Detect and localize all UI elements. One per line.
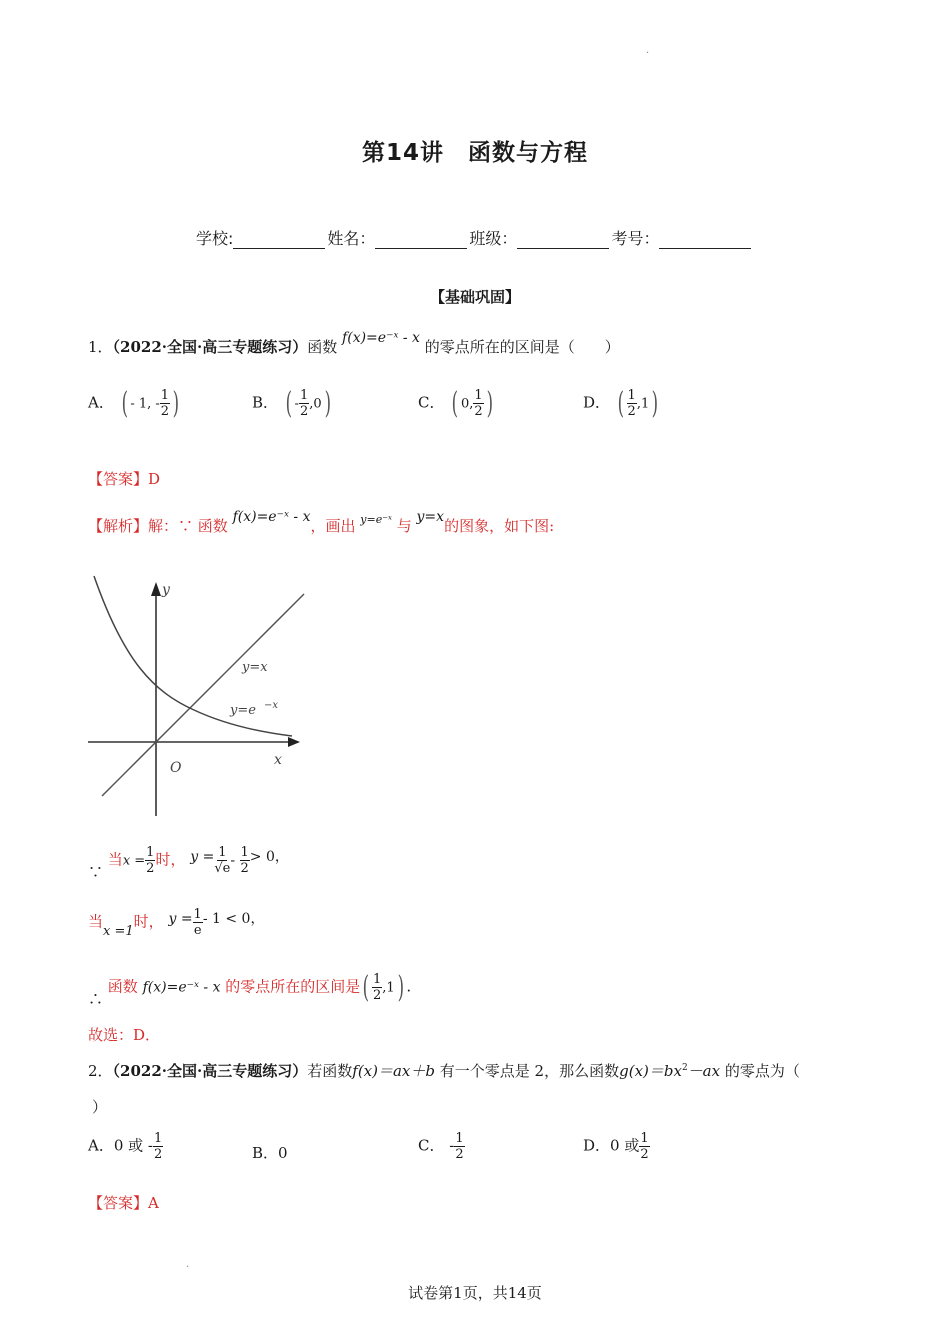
q1-choose: 故选：D． bbox=[88, 1026, 161, 1044]
q1-option-b-num: 1 bbox=[299, 388, 309, 403]
page-footer: 试卷第1页，共14页 bbox=[408, 1284, 542, 1302]
q1-option-d-num: 1 bbox=[627, 388, 636, 403]
q2-option-a-label: A． bbox=[88, 1136, 114, 1155]
q1-option-d-right: ,1 bbox=[636, 396, 650, 412]
y-axis-label: y bbox=[162, 582, 170, 598]
q2-option-d-label: D． bbox=[583, 1136, 611, 1155]
q1-step-2: 当x =1时， y = $\frac{1}{e}$ - 1 < 0， bbox=[88, 907, 265, 939]
right-paren-icon: ) bbox=[172, 386, 180, 421]
q2-text-a: 若函数 bbox=[307, 1062, 353, 1080]
q2-answer-tag: 【答案】 bbox=[88, 1194, 149, 1212]
footer-mark: · bbox=[186, 1262, 190, 1273]
curve-y-equals-e-minus-x bbox=[94, 576, 292, 736]
q1-step1-y: y = bbox=[190, 848, 215, 865]
q1-step1-when: 时， bbox=[155, 850, 186, 869]
q1-step1-minus: - bbox=[230, 852, 240, 869]
because-symbol: ∵ bbox=[88, 862, 104, 881]
q1-step3-interval-tail: ,1 bbox=[382, 980, 395, 996]
y-axis-arrow-icon bbox=[151, 582, 161, 596]
q1-function: f(x)=e⁻ˣ - x bbox=[342, 330, 420, 346]
q1-option-a-num: 1 bbox=[160, 388, 170, 403]
q2-option-c-label: C． bbox=[418, 1136, 445, 1155]
q1-answer bbox=[88, 468, 160, 489]
x-axis-label: x bbox=[274, 752, 282, 768]
q2-answer bbox=[88, 1192, 159, 1213]
left-paren-icon: ( bbox=[121, 386, 128, 421]
right-paren-icon: ) bbox=[324, 386, 331, 421]
q1-option-a-label: A． bbox=[88, 393, 114, 412]
q2-g: g(x)＝bx bbox=[619, 1062, 682, 1080]
q1-option-c-den: 2 bbox=[474, 404, 483, 419]
q2-text-b: 有一个零点是 2，那么函数 bbox=[439, 1062, 620, 1080]
q1-step2-tail: - 1 < 0， bbox=[202, 910, 265, 927]
header-mark: · bbox=[646, 48, 650, 59]
q1-step2-when: 时， bbox=[133, 912, 164, 931]
q1-option-c-label: C． bbox=[418, 393, 445, 412]
q1-step-1: ∵ 当x = $\frac{1}{2}$ 时， y = $\frac{1}{√e}$ - $\frac{1}{2}$ > 0， bbox=[88, 845, 289, 881]
q1-analysis-post: 的图象，如下图: bbox=[444, 517, 555, 535]
question-2-stem: 2．（2022·全国·高三专题练习）若函数f(x)＝ax＋b 有一个零点是 2，那么函数$g(x)=bx^2-ax$ 的零点为（ bbox=[88, 1062, 800, 1080]
q1-analysis-tag: 【解析】 bbox=[88, 517, 149, 535]
q1-option-a[interactable] bbox=[88, 386, 182, 421]
left-paren-icon: ( bbox=[617, 386, 624, 421]
number-blank[interactable] bbox=[659, 230, 751, 249]
line-label: y=x bbox=[242, 660, 268, 675]
name-label: 姓名： bbox=[327, 229, 376, 248]
q2-source: （2022·全国·高三专题练习） bbox=[112, 1062, 308, 1080]
q1-pre: 函数 bbox=[307, 338, 338, 356]
q1-step1-pre: 当 bbox=[107, 850, 123, 869]
q1-option-b-label: B． bbox=[252, 393, 279, 412]
q1-analysis-mid: ，画出 bbox=[310, 517, 356, 535]
q1-analysis-eq1: y=e⁻ˣ bbox=[360, 513, 392, 526]
q2-line-2: ） bbox=[92, 1098, 108, 1116]
q2-option-c[interactable]: C． - $\frac{1}{2}$ bbox=[418, 1131, 464, 1162]
q1-step3-func: f(x)=e⁻ˣ - x bbox=[142, 979, 221, 996]
q2-f: f(x)＝ax＋b bbox=[352, 1062, 435, 1080]
q2-option-d[interactable]: D．0 或 $\frac{1}{2}$ bbox=[583, 1131, 649, 1162]
q1-step-3: ∴ 函数 f(x)=e⁻ˣ - x 的零点所在的区间是( $\frac{1}{2}$ ,1) . bbox=[88, 970, 412, 1008]
section-heading: 【基础巩固】 bbox=[429, 288, 520, 306]
right-paren-icon: ) bbox=[486, 386, 493, 421]
curve-label-exponent: −x bbox=[264, 700, 279, 711]
class-label: 班级： bbox=[469, 229, 518, 248]
q2-number: 2． bbox=[88, 1062, 113, 1080]
name-blank[interactable] bbox=[375, 230, 467, 249]
q1-analysis-line bbox=[88, 509, 555, 536]
q2-text-c: 的零点为（ bbox=[724, 1062, 800, 1080]
function-graph bbox=[84, 572, 308, 820]
q1-step3-mid: 的零点所在的区间是 bbox=[225, 977, 361, 996]
q2-option-a-text: 0 或 - bbox=[113, 1136, 153, 1155]
q1-option-c-num: 1 bbox=[474, 388, 483, 403]
q1-step2-pre: 当 bbox=[88, 912, 104, 931]
q1-number: 1． bbox=[88, 338, 113, 356]
question-1-stem bbox=[88, 330, 620, 357]
school-label: 学校: bbox=[196, 229, 234, 248]
class-blank[interactable] bbox=[517, 230, 609, 249]
q2-answer-value: A bbox=[148, 1194, 159, 1212]
q1-option-d-den: 2 bbox=[627, 404, 636, 419]
left-paren-icon: ( bbox=[285, 386, 292, 421]
school-blank[interactable] bbox=[233, 230, 325, 249]
q2-option-c-text: - bbox=[449, 1136, 455, 1155]
q2-option-b[interactable] bbox=[252, 1142, 288, 1163]
q1-answer-value: D bbox=[148, 470, 161, 488]
q1-post: 的零点所在的区间是（ ） bbox=[424, 338, 620, 356]
q1-option-d-label: D． bbox=[583, 393, 611, 412]
page-title: 第14讲 函数与方程 bbox=[361, 140, 588, 166]
q1-analysis-and: 与 bbox=[396, 517, 412, 535]
curve-label: y=e bbox=[230, 703, 256, 718]
q1-step3-pre: 函数 bbox=[107, 977, 138, 996]
q1-step3-end: . bbox=[406, 977, 412, 996]
q1-option-a-left: - 1, - bbox=[130, 396, 160, 412]
q1-option-d[interactable] bbox=[583, 386, 661, 421]
x-axis-arrow-icon bbox=[288, 737, 300, 747]
student-info-line bbox=[196, 226, 753, 249]
q1-analysis-pre: 解：∵ 函数 bbox=[148, 517, 228, 535]
number-label: 考号： bbox=[611, 229, 660, 248]
q1-step1-x: x = bbox=[122, 853, 146, 869]
q1-option-c[interactable] bbox=[418, 386, 495, 421]
right-paren-icon: ) bbox=[651, 386, 659, 421]
q1-option-b-left: - bbox=[294, 396, 299, 412]
left-paren-icon: ( bbox=[451, 386, 459, 421]
q1-option-b-right: ,0 bbox=[309, 396, 322, 412]
q1-step2-y: y = bbox=[168, 910, 193, 927]
q1-analysis-func: f(x)=e⁻ˣ - x bbox=[232, 509, 311, 525]
q1-step1-tail: > 0， bbox=[249, 848, 289, 865]
origin-label: O bbox=[170, 760, 182, 776]
q1-option-a-den: 2 bbox=[160, 404, 170, 419]
q1-option-b[interactable] bbox=[252, 386, 333, 421]
q1-source: （2022·全国·高三专题练习） bbox=[112, 338, 308, 356]
q2-option-b-text: 0 bbox=[278, 1144, 288, 1162]
q2-option-b-label: B． bbox=[252, 1144, 279, 1162]
q1-answer-tag: 【答案】 bbox=[88, 470, 149, 488]
q1-option-b-den: 2 bbox=[299, 404, 309, 419]
therefore-symbol: ∴ bbox=[88, 989, 104, 1008]
q1-step2-x: x =1 bbox=[103, 923, 134, 939]
q2-g-tail: －ax bbox=[687, 1062, 721, 1080]
q2-option-d-text: 0 或 bbox=[610, 1136, 640, 1155]
q1-analysis-eq2: y=x bbox=[416, 509, 445, 525]
q2-option-a[interactable]: A．0 或 - $\frac{1}{2}$ bbox=[88, 1131, 163, 1162]
q1-option-c-left: 0, bbox=[460, 396, 474, 412]
